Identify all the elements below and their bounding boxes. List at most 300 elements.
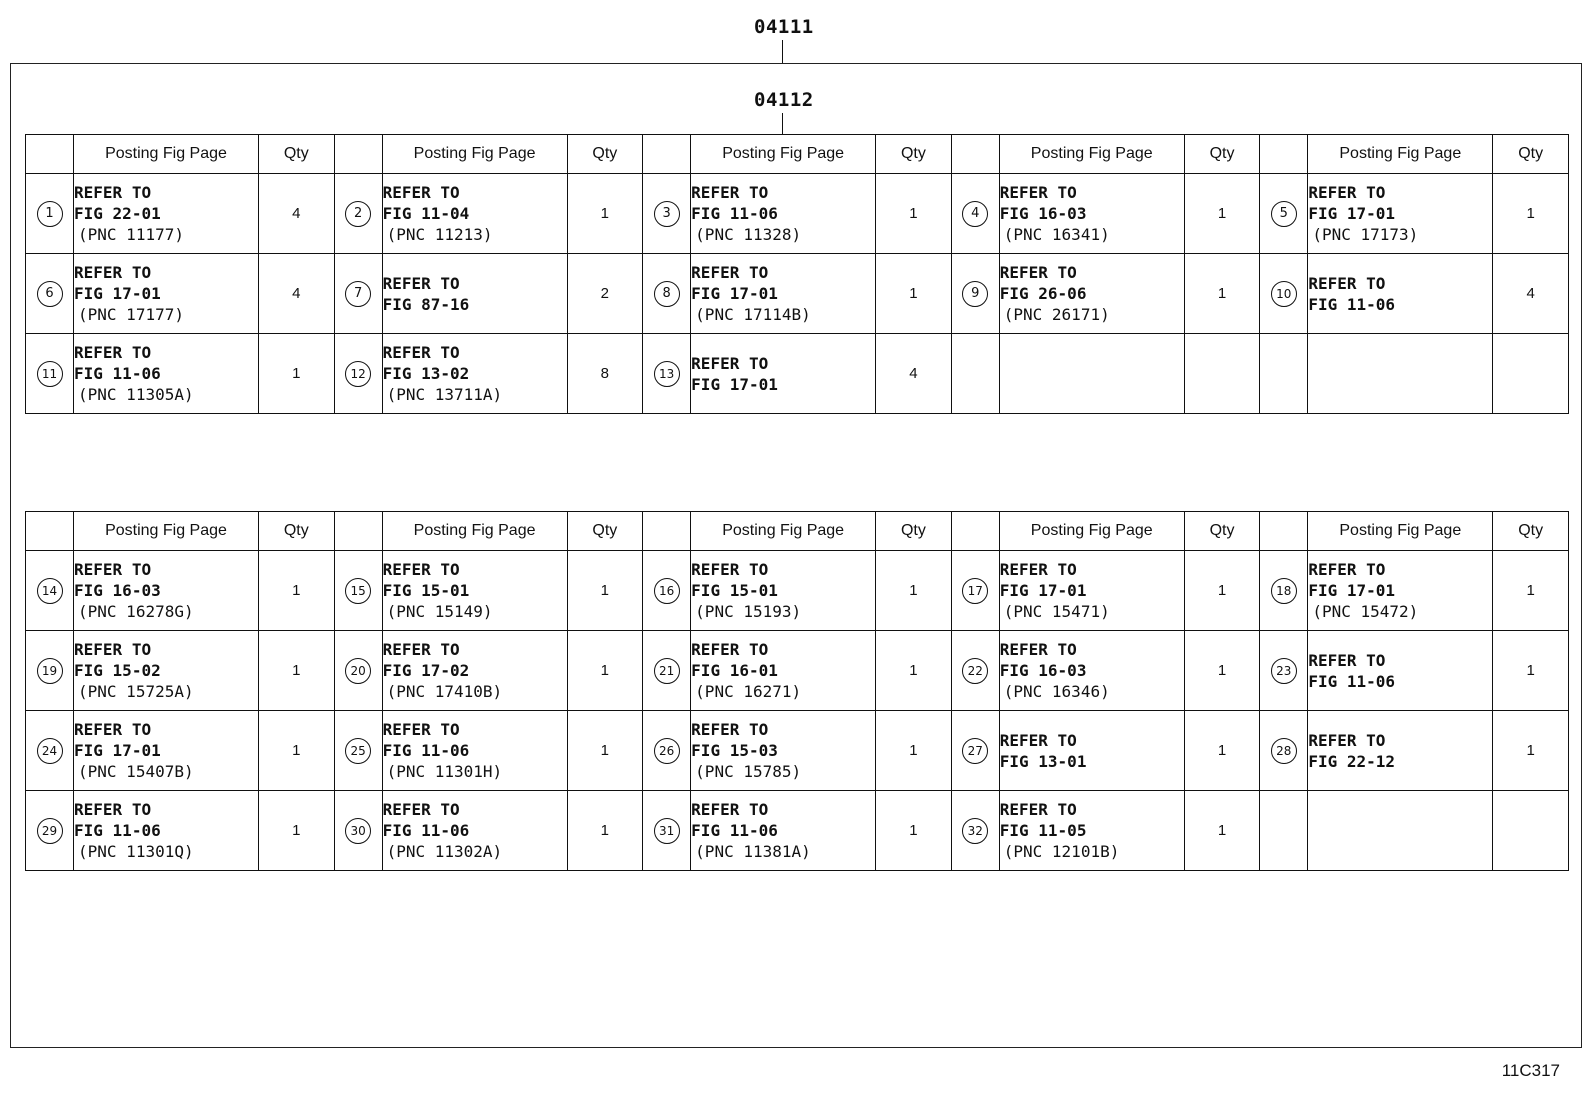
callout-number-cell [1260,254,1308,334]
callout-circle: 13 [654,361,680,387]
refer-to-text: REFER TO [999,263,1077,282]
header-qty: Qty [258,135,334,174]
qty-value: 1 [600,822,610,839]
callout-number-cell [1260,711,1308,791]
qty-cell [258,254,334,334]
fig-reference-text: FIG 11-06 [691,821,778,840]
refer-to-text: REFER TO [1308,560,1386,579]
qty-value: 1 [1217,742,1227,759]
callout-circle: 20 [345,658,371,684]
callout-circle: 9 [962,281,988,307]
table-row [26,711,1569,791]
posting-reference-cell [1308,631,1493,711]
refer-to-text: REFER TO [691,263,769,282]
posting-reference-cell [1308,174,1493,254]
refer-to-text: REFER TO [382,640,460,659]
callout-number-cell [334,334,382,414]
fig-reference-text: FIG 11-06 [74,821,161,840]
callout-circle: 28 [1271,738,1297,764]
refer-to-text: REFER TO [74,263,152,282]
assembly-leader-line [782,40,783,63]
posting-reference-cell [1308,711,1493,791]
posting-reference-cell [74,791,259,871]
header-qty: Qty [876,512,952,551]
callout-circle: 8 [654,281,680,307]
posting-reference-cell [382,711,567,791]
qty-cell [567,791,643,871]
assembly-label: 04111 [754,16,814,38]
pnc-text: (PNC 17410B) [386,682,503,701]
qty-cell [567,631,643,711]
callout-circle: 12 [345,361,371,387]
qty-cell [258,174,334,254]
refer-to-text: REFER TO [74,640,152,659]
table-header-row [26,512,1569,551]
callout-number-cell [951,711,999,791]
callout-number-cell [951,254,999,334]
pnc-text: (PNC 26171) [1003,305,1110,324]
header-posting-fig-page: Posting Fig Page [74,135,259,174]
header-number-cell [1260,135,1308,174]
callout-number-cell [951,791,999,871]
posting-reference-cell [1308,254,1493,334]
callout-number-cell [643,254,691,334]
header-number-cell [334,512,382,551]
pnc-text: (PNC 16346) [1003,682,1110,701]
pnc-text: (PNC 15193) [695,602,802,621]
qty-value: 4 [909,365,918,382]
parts-reference-table-2 [25,511,1569,871]
header-qty: Qty [876,135,952,174]
callout-number-cell [951,551,999,631]
pnc-text: (PNC 11302A) [386,842,503,861]
qty-cell [1493,551,1569,631]
qty-cell [1184,791,1260,871]
fig-reference-text: FIG 17-01 [74,284,161,303]
callout-circle: 30 [345,818,371,844]
callout-number-cell [643,631,691,711]
callout-circle: 22 [962,658,988,684]
fig-reference-text: FIG 17-01 [74,741,161,760]
callout-number-cell [643,551,691,631]
qty-value: 1 [600,205,610,222]
header-number-cell [1260,512,1308,551]
refer-to-text: REFER TO [999,183,1077,202]
callout-number-cell [26,711,74,791]
callout-circle: 26 [654,738,680,764]
posting-reference-cell [691,711,876,791]
fig-reference-text: FIG 22-12 [1308,751,1396,771]
callout-number-cell [26,174,74,254]
pnc-text: (PNC 11301H) [386,762,503,781]
qty-value: 1 [600,742,610,759]
callout-number-cell [1260,791,1308,871]
header-posting-fig-page: Posting Fig Page [74,512,259,551]
posting-reference-cell [691,334,876,414]
fig-reference-text: FIG 17-01 [999,581,1087,600]
fig-reference-text: FIG 11-06 [74,364,161,383]
header-number-cell [26,135,74,174]
callout-circle: 29 [37,818,63,844]
qty-cell [258,551,334,631]
pnc-text: (PNC 12101B) [1003,842,1120,861]
callout-number-cell [1260,631,1308,711]
refer-to-text: REFER TO [382,183,460,202]
qty-value: 1 [1526,662,1535,679]
header-posting-fig-page: Posting Fig Page [999,135,1184,174]
posting-reference-cell [691,631,876,711]
fig-reference-text: FIG 11-06 [1308,294,1396,314]
callout-number-cell [334,174,382,254]
callout-circle: 4 [962,201,988,227]
qty-value: 1 [909,582,918,599]
pnc-text: (PNC 15725A) [78,682,194,701]
qty-cell [876,791,952,871]
callout-circle: 10 [1271,281,1297,307]
refer-to-text: REFER TO [1308,273,1386,293]
qty-cell [258,334,334,414]
callout-number-cell [643,174,691,254]
posting-reference-cell [691,551,876,631]
refer-to-text: REFER TO [74,183,152,202]
header-qty: Qty [567,512,643,551]
posting-reference-cell [999,254,1184,334]
pnc-text: (PNC 15471) [1003,602,1110,621]
callout-number-cell [26,631,74,711]
header-number-cell [951,135,999,174]
qty-value: 1 [909,742,918,759]
fig-reference-text: FIG 11-06 [382,821,470,840]
header-posting-fig-page: Posting Fig Page [691,512,876,551]
callout-circle: 17 [962,578,988,604]
posting-reference-cell [691,254,876,334]
posting-reference-cell [382,174,567,254]
callout-number-cell [334,631,382,711]
refer-to-text: REFER TO [999,640,1077,659]
header-number-cell [951,512,999,551]
fig-reference-text: FIG 87-16 [382,294,470,314]
refer-to-text: REFER TO [999,730,1077,750]
fig-reference-text: FIG 15-03 [691,741,778,760]
refer-to-text: REFER TO [1308,650,1386,670]
fig-reference-text: FIG 15-02 [74,661,161,680]
posting-reference-cell [999,791,1184,871]
callout-circle: 2 [345,201,371,227]
qty-value: 1 [600,582,610,599]
qty-value: 1 [1217,205,1227,222]
header-posting-fig-page: Posting Fig Page [382,135,567,174]
refer-to-text: REFER TO [74,800,152,819]
posting-reference-cell [382,631,567,711]
callout-circle: 19 [37,658,63,684]
header-qty: Qty [567,135,643,174]
posting-reference-cell [74,631,259,711]
header-posting-fig-page: Posting Fig Page [382,512,567,551]
pnc-text: (PNC 17114B) [695,305,811,324]
callout-circle: 23 [1271,658,1297,684]
qty-cell [258,791,334,871]
qty-value: 1 [909,285,918,302]
refer-to-text: REFER TO [691,800,769,819]
qty-value: 8 [600,365,610,382]
pnc-text: (PNC 11213) [386,225,493,244]
qty-value: 4 [1526,285,1535,302]
posting-reference-cell [1308,791,1493,871]
refer-to-text: REFER TO [691,183,769,202]
qty-value: 1 [292,365,301,382]
posting-reference-cell [999,551,1184,631]
callout-number-cell [1260,551,1308,631]
refer-to-text: REFER TO [691,640,769,659]
callout-circle: 1 [37,201,63,227]
qty-cell [1493,174,1569,254]
qty-value: 4 [292,205,301,222]
callout-circle: 11 [37,361,63,387]
qty-cell [876,551,952,631]
fig-reference-text: FIG 15-01 [382,581,470,600]
qty-cell [1184,334,1260,414]
header-number-cell [26,512,74,551]
table-header-row [26,135,1569,174]
qty-value: 1 [1217,285,1227,302]
parts-reference-table-1 [25,134,1569,414]
fig-reference-text: FIG 16-03 [74,581,161,600]
callout-circle: 14 [37,578,63,604]
posting-reference-cell [382,254,567,334]
fig-reference-text: FIG 17-01 [691,284,778,303]
qty-cell [1184,711,1260,791]
fig-reference-text: FIG 16-03 [999,204,1087,223]
refer-to-text: REFER TO [382,273,460,293]
callout-circle: 3 [654,201,680,227]
fig-reference-text: FIG 11-05 [999,821,1087,840]
qty-cell [876,631,952,711]
header-qty: Qty [1184,135,1260,174]
qty-value: 1 [909,822,918,839]
callout-circle: 18 [1271,578,1297,604]
fig-reference-text: FIG 17-01 [1308,581,1396,600]
fig-reference-text: FIG 17-01 [691,374,778,394]
header-posting-fig-page: Posting Fig Page [999,512,1184,551]
table-row [26,254,1569,334]
qty-cell [1184,631,1260,711]
posting-reference-cell [1308,551,1493,631]
callout-number-cell [951,631,999,711]
refer-to-text: REFER TO [691,353,769,373]
refer-to-text: REFER TO [1308,730,1386,750]
posting-reference-cell [691,174,876,254]
posting-reference-cell [382,791,567,871]
qty-cell [876,174,952,254]
callout-number-cell [334,551,382,631]
fig-reference-text: FIG 26-06 [999,284,1087,303]
header-qty: Qty [1493,135,1569,174]
pnc-text: (PNC 15785) [695,762,802,781]
table-row [26,631,1569,711]
qty-value: 1 [1526,742,1535,759]
fig-reference-text: FIG 11-06 [1308,671,1396,691]
pnc-text: (PNC 11301Q) [78,842,194,861]
qty-value: 1 [1526,582,1535,599]
header-posting-fig-page: Posting Fig Page [1308,512,1493,551]
callout-number-cell [334,711,382,791]
callout-circle: 31 [654,818,680,844]
subassembly-leader-line [782,113,783,135]
callout-number-cell [951,174,999,254]
qty-cell [1493,334,1569,414]
qty-cell [567,551,643,631]
refer-to-text: REFER TO [74,560,152,579]
fig-reference-text: FIG 13-01 [999,751,1087,771]
qty-value: 1 [909,662,918,679]
qty-cell [1493,631,1569,711]
posting-reference-cell [999,174,1184,254]
qty-cell [1493,254,1569,334]
callout-number-cell [26,254,74,334]
qty-cell [567,711,643,791]
qty-value: 1 [292,742,301,759]
qty-cell [567,174,643,254]
posting-reference-cell [74,334,259,414]
table-row [26,334,1569,414]
refer-to-text: REFER TO [691,720,769,739]
refer-to-text: REFER TO [382,560,460,579]
callout-circle: 6 [37,281,63,307]
callout-circle: 27 [962,738,988,764]
pnc-text: (PNC 16341) [1003,225,1110,244]
pnc-text: (PNC 16278G) [78,602,194,621]
callout-number-cell [643,334,691,414]
callout-number-cell [643,791,691,871]
header-qty: Qty [1493,512,1569,551]
posting-reference-cell [691,791,876,871]
qty-cell [1184,551,1260,631]
fig-reference-text: FIG 16-01 [691,661,778,680]
header-qty: Qty [258,512,334,551]
refer-to-text: REFER TO [999,560,1077,579]
qty-value: 1 [1526,205,1535,222]
qty-value: 1 [1217,822,1227,839]
pnc-text: (PNC 15149) [386,602,493,621]
posting-reference-cell [999,334,1184,414]
pnc-text: (PNC 11328) [695,225,802,244]
table-row [26,174,1569,254]
refer-to-text: REFER TO [1308,183,1386,202]
posting-reference-cell [1308,334,1493,414]
qty-cell [876,711,952,791]
qty-cell [876,254,952,334]
callout-number-cell [951,334,999,414]
header-number-cell [334,135,382,174]
posting-reference-cell [74,254,259,334]
qty-value: 1 [292,662,301,679]
qty-cell [1184,254,1260,334]
callout-number-cell [1260,334,1308,414]
refer-to-text: REFER TO [691,560,769,579]
qty-cell [1184,174,1260,254]
table-row [26,791,1569,871]
pnc-text: (PNC 11177) [78,225,184,244]
callout-number-cell [643,711,691,791]
fig-reference-text: FIG 11-06 [382,741,470,760]
callout-number-cell [1260,174,1308,254]
illustration-code: 11C317 [1501,1061,1560,1080]
qty-value: 1 [292,582,301,599]
header-posting-fig-page: Posting Fig Page [691,135,876,174]
callout-circle: 15 [345,578,371,604]
fig-reference-text: FIG 16-03 [999,661,1087,680]
qty-value: 1 [909,205,918,222]
callout-circle: 5 [1271,201,1297,227]
qty-value: 1 [1217,662,1227,679]
callout-circle: 25 [345,738,371,764]
fig-reference-text: FIG 17-01 [1308,204,1396,223]
qty-value: 1 [600,662,610,679]
pnc-text: (PNC 17173) [1312,225,1419,244]
refer-to-text: REFER TO [382,720,460,739]
qty-value: 1 [292,822,301,839]
qty-cell [567,334,643,414]
qty-cell [876,334,952,414]
callout-circle: 7 [345,281,371,307]
refer-to-text: REFER TO [999,800,1077,819]
qty-value: 4 [292,285,301,302]
callout-number-cell [26,551,74,631]
callout-number-cell [334,791,382,871]
fig-reference-text: FIG 11-04 [382,204,470,223]
header-number-cell [643,135,691,174]
posting-reference-cell [74,711,259,791]
callout-number-cell [334,254,382,334]
refer-to-text: REFER TO [74,343,152,362]
posting-reference-cell [74,551,259,631]
posting-reference-cell [382,551,567,631]
fig-reference-text: FIG 22-01 [74,204,161,223]
qty-value: 1 [1217,582,1227,599]
fig-reference-text: FIG 11-06 [691,204,778,223]
header-posting-fig-page: Posting Fig Page [1308,135,1493,174]
qty-value: 2 [600,285,610,302]
qty-cell [1493,711,1569,791]
refer-to-text: REFER TO [74,720,152,739]
header-number-cell [643,512,691,551]
subassembly-label: 04112 [754,89,814,111]
pnc-text: (PNC 11305A) [78,385,194,404]
posting-reference-cell [382,334,567,414]
refer-to-text: REFER TO [382,343,460,362]
pnc-text: (PNC 16271) [695,682,802,701]
refer-to-text: REFER TO [382,800,460,819]
qty-cell [258,711,334,791]
posting-reference-cell [999,631,1184,711]
pnc-text: (PNC 15472) [1312,602,1419,621]
table-row [26,551,1569,631]
qty-cell [258,631,334,711]
pnc-text: (PNC 11381A) [695,842,811,861]
callout-number-cell [26,334,74,414]
callout-number-cell [26,791,74,871]
callout-circle: 16 [654,578,680,604]
qty-cell [1493,791,1569,871]
fig-reference-text: FIG 13-02 [382,364,470,383]
fig-reference-text: FIG 17-02 [382,661,470,680]
fig-reference-text: FIG 15-01 [691,581,778,600]
posting-reference-cell [74,174,259,254]
callout-circle: 32 [962,818,988,844]
posting-reference-cell [999,711,1184,791]
qty-cell [567,254,643,334]
pnc-text: (PNC 13711A) [386,385,503,404]
